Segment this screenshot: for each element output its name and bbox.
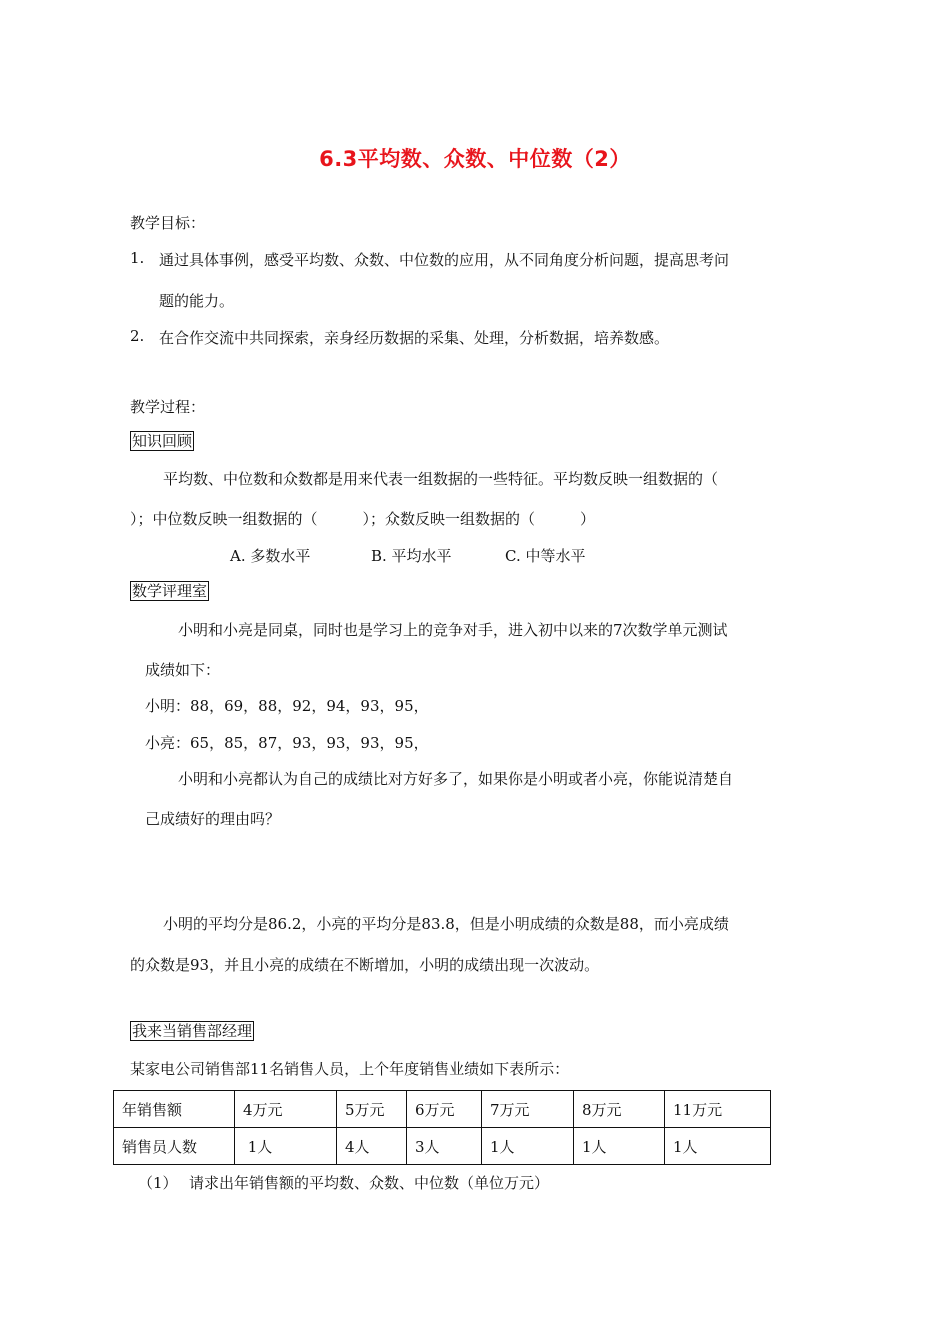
option-c: C. 中等水平: [505, 547, 586, 565]
question-line-1: 小明和小亮都认为自己的成绩比对方好多了，如果你是小明或者小亮，你能说清楚自: [178, 770, 734, 788]
room-line-1: 小明和小亮是同桌，同时也是学习上的竞争对手，进入初中以来的7次数学单元测试: [178, 621, 728, 639]
answer-line-2: 的众数是93，并且小亮的成绩在不断增加，小明的成绩出现一次波动。: [130, 956, 600, 974]
room-section-label: 数学评理室: [132, 582, 208, 600]
sales-intro: 某家电公司销售部11名销售人员，上个年度销售业绩如下表所示：: [130, 1060, 570, 1078]
table-cell: 年销售额: [114, 1091, 235, 1128]
table-cell: 1人: [574, 1128, 665, 1165]
table-row: [114, 1128, 771, 1165]
question-1-number: （1）: [138, 1174, 178, 1192]
review-line-2: ）；中位数反映一组数据的（ ）；众数反映一组数据的（ ）: [130, 510, 596, 528]
table-cell: 1人: [665, 1128, 771, 1165]
table-cell: 4万元: [235, 1091, 337, 1128]
page-title: 6.3平均数、众数、中位数（2）: [319, 147, 631, 171]
room-line-2: 成绩如下：: [145, 661, 221, 679]
sales-section-label: 我来当销售部经理: [132, 1022, 253, 1040]
objective-1-number: 1.: [130, 249, 145, 267]
review-section-label: 知识回顾: [132, 432, 193, 450]
table-cell: 6万元: [407, 1091, 482, 1128]
table-cell: 4人: [337, 1128, 407, 1165]
objective-1-line-1: 通过具体事例，感受平均数、众数、中位数的应用，从不同角度分析问题，提高思考问: [159, 251, 730, 269]
table-cell: 5万元: [337, 1091, 407, 1128]
table-cell: 8万元: [574, 1091, 665, 1128]
objective-2-line-1: 在合作交流中共同探索，亲身经历数据的采集、处理，分析数据，培养数感。: [159, 329, 670, 347]
table-cell: 7万元: [482, 1091, 574, 1128]
table-cell: 1人: [482, 1128, 574, 1165]
objective-2-number: 2.: [130, 327, 145, 345]
option-a: A. 多数水平: [230, 547, 311, 565]
xiaoming-scores: 小明：88，69，88，92，94，93，95，: [145, 697, 429, 715]
question-1-text: 请求出年销售额的平均数、众数、中位数（单位万元）: [189, 1174, 550, 1192]
process-heading: 教学过程：: [130, 398, 206, 416]
table-cell: 销售员人数: [114, 1128, 235, 1165]
objective-1-line-2: 题的能力。: [159, 292, 235, 310]
sales-table: [113, 1090, 771, 1165]
option-b: B. 平均水平: [371, 547, 452, 565]
xiaoliang-scores: 小亮：65，85，87，93，93，93，95，: [145, 734, 429, 752]
objectives-heading: 教学目标：: [130, 214, 206, 232]
table-cell: 3人: [407, 1128, 482, 1165]
review-line-1: 平均数、中位数和众数都是用来代表一组数据的一些特征。平均数反映一组数据的（: [163, 470, 719, 488]
question-line-2: 己成绩好的理由吗？: [145, 810, 281, 828]
answer-line-1: 小明的平均分是86.2，小亮的平均分是83.8，但是小明成绩的众数是88，而小亮成绩: [163, 915, 729, 933]
table-cell: 11万元: [665, 1091, 771, 1128]
table-row: [114, 1091, 771, 1128]
table-cell: 1人: [235, 1128, 337, 1165]
